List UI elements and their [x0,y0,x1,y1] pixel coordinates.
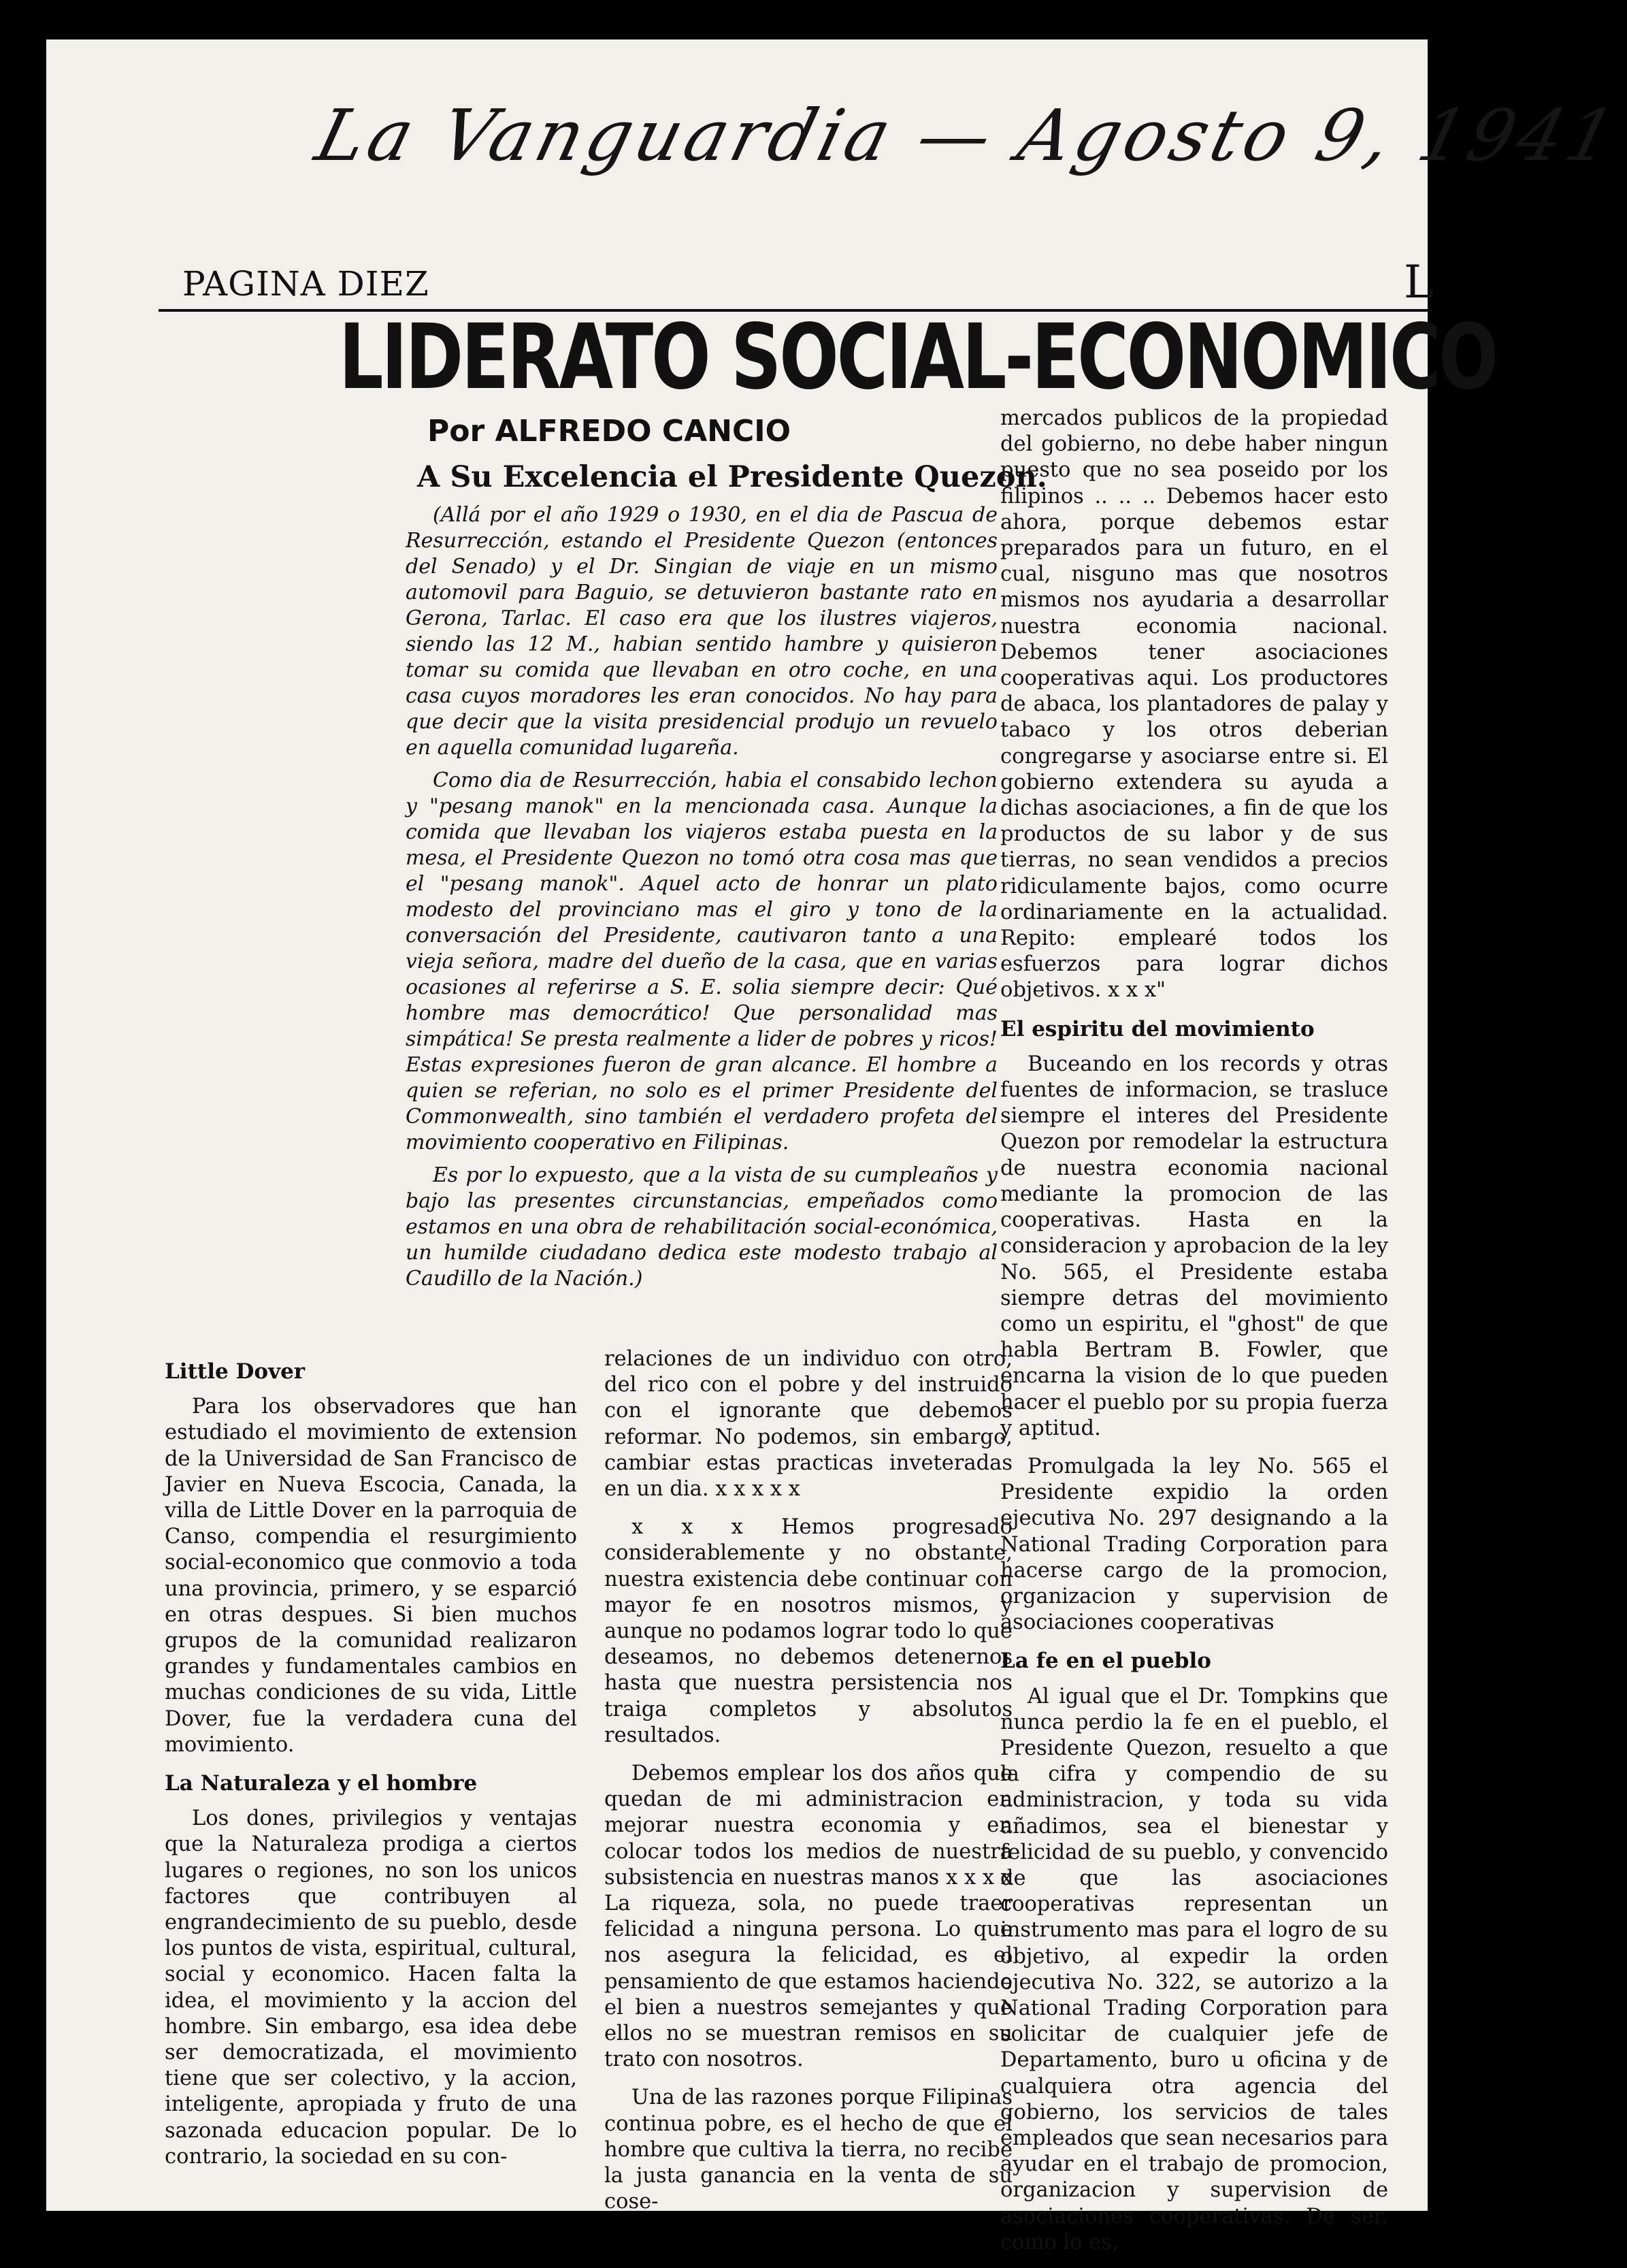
dedication: A Su Excelencia el Presidente Quezon. [417,460,1047,494]
section-heading: El espiritu del movimiento [1000,1016,1315,1041]
intro-paragraph: Como dia de Resurrección, habia el consabido lechon y "pesang manok" en la mencionada casa. Aunque la comida que llevaban los viajeros estaba puesta en la mesa, el Presidente Quezon no tomó otra cosa mas que el "pesang manok". Aquel acto de honrar un plato modesto del provinciano mas el giro y tono de la conversación del Presidente, cautivaron tanto a una vieja señora, madre del dueño de la casa, que en varias ocasiones al referirse a S. E. solia siempre decir: Qué hombre mas democrático! Que personalidad mas simpática! Se presta realmente a lider de pobres y ricos! Estas expresiones fueron de gran alcance. El hombre a quien se referian, no solo es el primer Presidente del Commonwealth, sino también el verdadero profeta del movimiento cooperativo en Filipinas. [406,768,998,1154]
paragraph: Al igual que el Dr. Tompkins que nunca perdio la fe en el pueblo, el Presidente Quezon, resuelto a que la cifra y compendio de su administracion, y toda su vida añadimos, sea el bienestar y felicidad de su pueblo, y convencido de que las asociaciones cooperativas representan un instrumento mas para el logro de su objetivo, al expedir la orden ejecutiva No. 322, se autorizo a la National Trading Corporation para solicitar de cualquier jefe de Departamento, buro u oficina y de cualquiera otra agencia del gobierno, los servicios de tales empleados que sean necesarios para ayudar en el trabajo de promocion, organizacion y supervision de asociaciones cooperativas. De ser, como lo es, [1000,1684,1388,2254]
section-heading: La Naturaleza y el hombre [165,1771,478,1796]
paragraph: mercados publicos de la propiedad del gobierno, no debe haber ningun puesto que no sea poseido por los filipinos .. .. .. Debemos hacer esto ahora, porque debemos estar preparados para un futuro, en el cual, nisguno mas que nosotros mismos nos ayudaria a desarrollar nuestra economia nacional. Debemos tener asociaciones cooperativas aqui. Los productores de abaca, los plantadores de palay y tabaco y los otros deberian congregarse y asociarse entre si. El gobierno extendera su ayuda a dichas asociaciones, a fin de que los productos de su labor y de sus tierras, no sean vendidos a precios ridiculamente bajos, como ocurre ordinariamente en la actualidad. Repito: empleаré todos los esfuerzos para lograr dichos objetivos. x x x" [1000,406,1388,1003]
handwritten-note: La Vanguardia — Agosto 9, 1941 [308,94,1627,177]
newspaper-clipping [46,39,1627,2254]
headline: LIDERATO SOCIAL-ECONOMICO [339,305,1496,410]
section-heading: Little Dover [165,1359,306,1384]
paragraph: Para los observadores que han estudiado el movimiento de extension de la Universidad de San Francisco de Javier en Nueva Escocia, Canada, la villa de Little Dover en la parroquia de Canso, compendia el resurgimiento social-economico que conmovio a toda una provincia, primero, y se esparció en otras despues. Si bien muchos grupos de la comunidad realizaron grandes y fundamentales cambios en muchas condiciones de su vida, Little Dover, fue la verdadera cuna del movimiento. [165,1395,577,1757]
intro-paragraph: Es por lo expuesto, que a la vista de su cumpleaños y bajo las presentes circunstancias, empeñados como estamos en una obra de rehabilitación social-económica, un humilde ciudadano dedica este modesto trabajo al Caudillo de la Nación.) [406,1163,998,1291]
paragraph: Promulgada la ley No. 565 el Presidente expidio la orden ejecutiva No. 297 designando a la National Trading Corporation para hacerse cargo de la promocion, organizacion y supervision de asociaciones cooperativas [1000,1454,1388,1635]
paragraph: x x x Hemos progresado considerablemente y no obstante, nuestra existencia debe continuar con mayor fe en nosotros mismos, y aunque no podamos lograr todo lo que deseamos, no debemos detenernos hasta que nuestra persistencia nos traiga completos y absolutos resultados. [604,1515,1013,1747]
left-column [165,1353,577,2182]
intro-italic [406,502,998,1299]
paragraph: Buceando en los records y otras fuentes de informacion, se trasluce siempre el interes del Presidente Quezon por remodelar la estructura de nuestra economia nacional mediante la promocion de las cooperativas. Hasta en la consideracion y aprobacion de la ley No. 565, el Presidente estaba siempre detras del movimiento como un espiritu, el "ghost" de que habla Bertram B. Fowler, que encarna la vision de lo que pueden hacer el pueblo por su propia fuerza y aptitud. [1000,1052,1388,1440]
byline: Por ALFREDO CANCIO [427,414,791,449]
paragraph: relaciones de un individuo con otro, del rico con el pobre y del instruido con el ignorante que debemos reformar. No podemos, sin embargo, cambiar estas practicas inveteradas en un dia. x x x x x [604,1347,1013,1502]
paragraph: Debemos emplear los dos años que quedan de mi administracion en mejorar nuestra economia y en colocar todos los medios de nuestra subsistencia en nuestras manos x x x x La riqueza, sola, no puede traer felicidad a ninguna persona. Lo que nos asegura la felicidad, es el pensamiento de que estamos haciendo el bien a nuestros semejantes y que ellos no se muestran remisos en su trato con nosotros. [604,1762,1013,2072]
intro-paragraph: (Allá por el año 1929 o 1930, en el dia de Pascua de Resurrección, estando el Presidente Quezon (entonces del Senado) y el Dr. Singian de viaje en un mismo automovil para Baguio, se detuvieron bastante rato en Gerona, Tarlac. El caso era que los ilustres viajeros, siendo las 12 M., habian sentido hambre y quisieron tomar su comida que llevaban en otro coche, en una casa cuyos moradores les eran conocidos. No hay para que decir que la visita presidencial produjo un revuelo en aquella comunidad lugareña. [406,503,998,760]
edge-letter: L [1404,256,1434,308]
section-heading: La fe en el pueblo [1000,1649,1211,1674]
paragraph: Una de las razones porque Filipinas continua pobre, es el hecho de que el hombre que cultiva la tierra, no recibe la justa ganancia en la venta de su cose- [604,2086,1013,2214]
right-column [1000,406,1388,2268]
middle-column [604,1346,1013,2228]
paragraph: Los dones, privilegios y ventajas que la Naturaleza prodiga a ciertos lugares o regiones, no son los unicos factores que contribuyen al engrandecimiento de su pueblo, desde los puntos de vista, espiritual, cultural, social y economico. Hacen falta la idea, el movimiento y la accion del hombre. Sin embargo, esa idea debe ser democratizada, el movimiento tiene que ser colectivo, y la accion, inteligente, apropiada y fruto de una sazonada educacion popular. De lo contrario, la sociedad en su con- [165,1807,577,2169]
page-label: PAGINA DIEZ [182,264,429,304]
